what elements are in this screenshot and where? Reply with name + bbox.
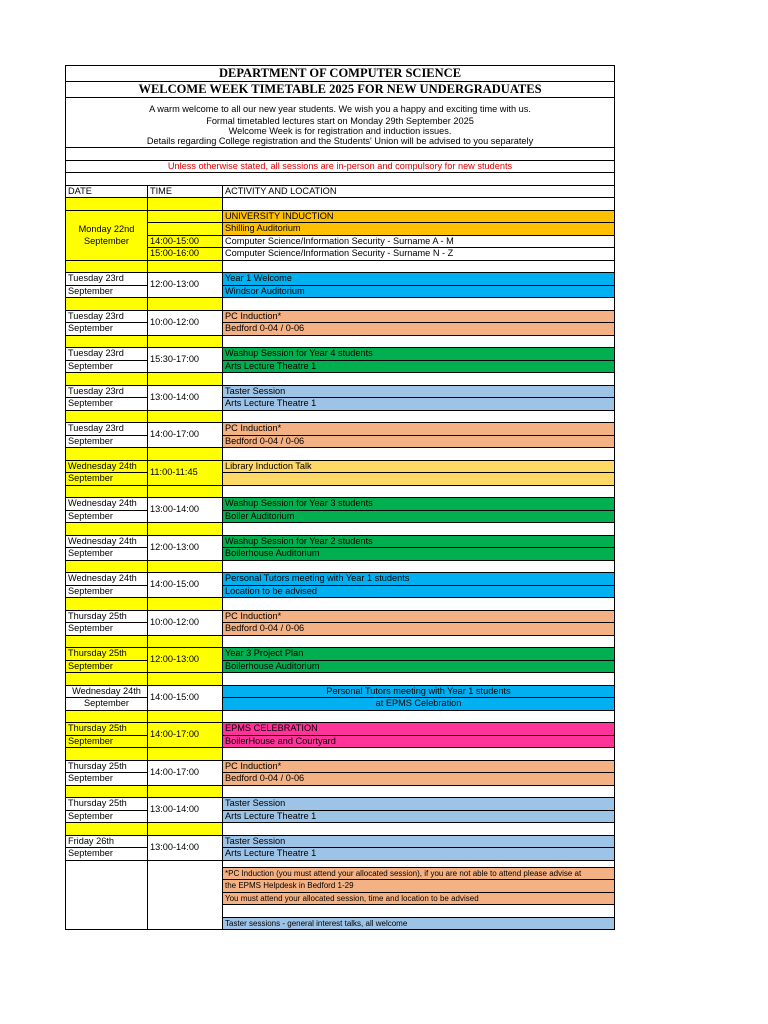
session-date-line-2: September — [66, 585, 148, 598]
session-activity: PC Induction* — [223, 610, 615, 623]
gap-cell — [148, 410, 223, 423]
induction-group-1: Computer Science/Information Security - Surname A - M — [223, 235, 615, 248]
session-date-line-1: Wednesday 24th — [66, 685, 148, 698]
gap-cell — [66, 598, 148, 611]
session-time: 13:00-14:00 — [148, 498, 223, 523]
gap-cell — [66, 748, 148, 761]
gap-cell — [66, 335, 148, 348]
session-location — [223, 473, 615, 486]
session-date-line-1: Thursday 25th — [66, 798, 148, 811]
title-line-1: DEPARTMENT OF COMPUTER SCIENCE — [66, 66, 615, 82]
notes-blank — [148, 860, 223, 930]
blank-row — [66, 148, 615, 161]
gap-cell — [223, 598, 615, 611]
session-location: Bedford 0-04 / 0-06 — [223, 435, 615, 448]
session-date-line-1: Thursday 25th — [66, 723, 148, 736]
gap-cell — [223, 373, 615, 386]
session-date-line-1: Tuesday 23rd — [66, 423, 148, 436]
gap-cell — [148, 260, 223, 273]
gap-cell — [148, 823, 223, 836]
taster-note: Taster sessions - general interest talks, all welcome — [223, 917, 615, 930]
gap-cell — [66, 260, 148, 273]
session-activity: Washup Session for Year 2 students — [223, 535, 615, 548]
session-time: 11:00-11:45 — [148, 460, 223, 485]
gap-cell — [66, 523, 148, 536]
session-activity: Washup Session for Year 3 students — [223, 498, 615, 511]
gap-cell — [66, 785, 148, 798]
gap-cell — [223, 298, 615, 311]
gap-cell — [148, 298, 223, 311]
pc-note-line-3: You must attend your allocated session, time and location to be advised — [223, 892, 615, 905]
session-date-line-2: September — [66, 810, 148, 823]
session-date-line-1: Friday 26th — [66, 835, 148, 848]
induction-location: Shilling Auditorium — [223, 223, 615, 236]
pc-note-line-2: the EPMS Helpdesk in Bedford 1-29 — [223, 880, 615, 893]
gap-cell — [66, 560, 148, 573]
gap-cell — [223, 260, 615, 273]
session-date-line-2: September — [66, 848, 148, 861]
gap-cell — [223, 785, 615, 798]
session-time: 14:00-17:00 — [148, 723, 223, 748]
session-date-line-2: September — [66, 323, 148, 336]
session-time: 10:00-12:00 — [148, 610, 223, 635]
blank-row — [66, 173, 615, 186]
session-activity: PC Induction* — [223, 423, 615, 436]
notes-section — [66, 860, 615, 930]
session-activity: Taster Session — [223, 835, 615, 848]
session-date-line-1: Wednesday 24th — [66, 573, 148, 586]
session-time: 12:00-13:00 — [148, 535, 223, 560]
session-location: BoilerHouse and Courtyard — [223, 735, 615, 748]
session-location: Location to be advised — [223, 585, 615, 598]
session-location: Bedford 0-04 / 0-06 — [223, 773, 615, 786]
session-date-line-2: September — [66, 360, 148, 373]
header-activity: ACTIVITY AND LOCATION — [223, 185, 615, 198]
gap-cell — [66, 373, 148, 386]
gap-cell — [223, 198, 615, 211]
session-activity: PC Induction* — [223, 760, 615, 773]
gap-cell — [148, 485, 223, 498]
session-location: Boilerhouse Auditorium — [223, 660, 615, 673]
session-date-line-2: September — [66, 773, 148, 786]
session-date-line-2: September — [66, 435, 148, 448]
induction-date-line-1: Monday 22nd — [78, 224, 135, 234]
gap-cell — [223, 748, 615, 761]
session-date-line-1: Tuesday 23rd — [66, 310, 148, 323]
gap-cell — [66, 673, 148, 686]
gap-cell — [148, 785, 223, 798]
session-date-line-2: September — [66, 698, 148, 711]
gap-cell — [223, 560, 615, 573]
gap-cell — [223, 523, 615, 536]
gap-cell — [66, 448, 148, 461]
header-date: DATE — [66, 185, 148, 198]
session-date-line-2: September — [66, 510, 148, 523]
header-time: TIME — [148, 185, 223, 198]
induction-time-blank — [148, 223, 223, 236]
session-activity: Taster Session — [223, 798, 615, 811]
session-time: 14:00-15:00 — [148, 573, 223, 598]
intro-line-2: Formal timetabled lectures start on Monday 29th September 2025 — [66, 116, 615, 126]
session-date-line-2: September — [66, 660, 148, 673]
gap-cell — [66, 410, 148, 423]
timetable-sheet — [65, 65, 615, 930]
session-activity: EPMS CELEBRATION — [223, 723, 615, 736]
gap-cell — [223, 448, 615, 461]
notice-text: Unless otherwise stated, all sessions are in-person and compulsory for new students — [66, 160, 615, 173]
session-time: 12:00-13:00 — [148, 273, 223, 298]
gap-cell — [66, 635, 148, 648]
notes-spacer — [223, 860, 615, 867]
session-date-line-1: Tuesday 23rd — [66, 273, 148, 286]
session-date-line-1: Wednesday 24th — [66, 498, 148, 511]
session-location: Arts Lecture Theatre 1 — [223, 360, 615, 373]
session-location: Arts Lecture Theatre 1 — [223, 848, 615, 861]
session-date-line-1: Thursday 25th — [66, 610, 148, 623]
session-time: 10:00-12:00 — [148, 310, 223, 335]
gap-cell — [223, 823, 615, 836]
session-date-line-2: September — [66, 623, 148, 636]
gap-cell — [66, 485, 148, 498]
session-date-line-1: Wednesday 24th — [66, 460, 148, 473]
gap-cell — [223, 335, 615, 348]
session-location: Bedford 0-04 / 0-06 — [223, 323, 615, 336]
notes-blank — [66, 860, 148, 930]
session-time: 14:00-17:00 — [148, 423, 223, 448]
session-activity: Personal Tutors meeting with Year 1 students — [223, 573, 615, 586]
session-date-line-2: September — [66, 285, 148, 298]
gap-cell — [223, 485, 615, 498]
session-time: 14:00-15:00 — [148, 685, 223, 710]
session-date-line-1: Thursday 25th — [66, 760, 148, 773]
gap-cell — [148, 673, 223, 686]
induction-date — [66, 210, 148, 260]
induction-date-line-2: September — [84, 236, 129, 246]
gap-cell — [148, 748, 223, 761]
gap-cell — [223, 710, 615, 723]
gap-cell — [148, 373, 223, 386]
session-activity: PC Induction* — [223, 310, 615, 323]
session-date-line-2: September — [66, 473, 148, 486]
gap-cell — [148, 198, 223, 211]
session-location: at EPMS Celebration — [223, 698, 615, 711]
session-location: Boiler Auditorium — [223, 510, 615, 523]
intro-line-1: A warm welcome to all our new year students. We wish you a happy and exciting time with us. — [66, 104, 615, 116]
session-activity: Year 3 Project Plan — [223, 648, 615, 661]
session-date-line-2: September — [66, 735, 148, 748]
gap-cell — [66, 823, 148, 836]
gap-cell — [148, 598, 223, 611]
session-date-line-1: Wednesday 24th — [66, 535, 148, 548]
gap-cell — [66, 198, 148, 211]
session-activity: Washup Session for Year 4 students — [223, 348, 615, 361]
intro-line-4: Details regarding College registration and the Students' Union will be advised to you separately — [66, 136, 615, 148]
session-location: Arts Lecture Theatre 1 — [223, 398, 615, 411]
session-location: Boilerhouse Auditorium — [223, 548, 615, 561]
session-location: Arts Lecture Theatre 1 — [223, 810, 615, 823]
gap-cell — [66, 710, 148, 723]
session-activity: Personal Tutors meeting with Year 1 students — [223, 685, 615, 698]
session-time: 13:00-14:00 — [148, 385, 223, 410]
session-time: 13:00-14:00 — [148, 798, 223, 823]
induction-title: UNIVERSITY INDUCTION — [223, 210, 615, 223]
induction-time-2: 15:00-16:00 — [148, 248, 223, 261]
gap-cell — [66, 298, 148, 311]
gap-cell — [223, 410, 615, 423]
session-activity: Taster Session — [223, 385, 615, 398]
gap-cell — [148, 335, 223, 348]
session-date-line-1: Tuesday 23rd — [66, 348, 148, 361]
session-activity: Year 1 Welcome — [223, 273, 615, 286]
session-date-line-2: September — [66, 398, 148, 411]
session-time: 14:00-17:00 — [148, 760, 223, 785]
session-date-line-1: Tuesday 23rd — [66, 385, 148, 398]
session-time: 13:00-14:00 — [148, 835, 223, 860]
intro-line-3: Welcome Week is for registration and induction issues. — [66, 126, 615, 136]
session-location: Bedford 0-04 / 0-06 — [223, 623, 615, 636]
induction-time-1: 14:00-15:00 — [148, 235, 223, 248]
gap-cell — [148, 523, 223, 536]
induction-group-2: Computer Science/Information Security - Surname N - Z — [223, 248, 615, 261]
session-activity: Library Induction Talk — [223, 460, 615, 473]
session-date-line-2: September — [66, 548, 148, 561]
session-date-line-1: Thursday 25th — [66, 648, 148, 661]
gap-cell — [223, 673, 615, 686]
induction-time-blank — [148, 210, 223, 223]
title-line-2: WELCOME WEEK TIMETABLE 2025 FOR NEW UNDERGRADUATES — [66, 82, 615, 98]
gap-cell — [148, 635, 223, 648]
gap-cell — [148, 560, 223, 573]
session-location: Windsor Auditorium — [223, 285, 615, 298]
session-time: 12:00-13:00 — [148, 648, 223, 673]
gap-cell — [148, 710, 223, 723]
session-list — [66, 260, 615, 860]
gap-cell — [223, 635, 615, 648]
notes-spacer — [223, 905, 615, 918]
pc-note-line-1: *PC Induction (you must attend your allocated session), if you are not able to attend please advise at — [223, 867, 615, 880]
session-time: 15:30-17:00 — [148, 348, 223, 373]
gap-cell — [148, 448, 223, 461]
